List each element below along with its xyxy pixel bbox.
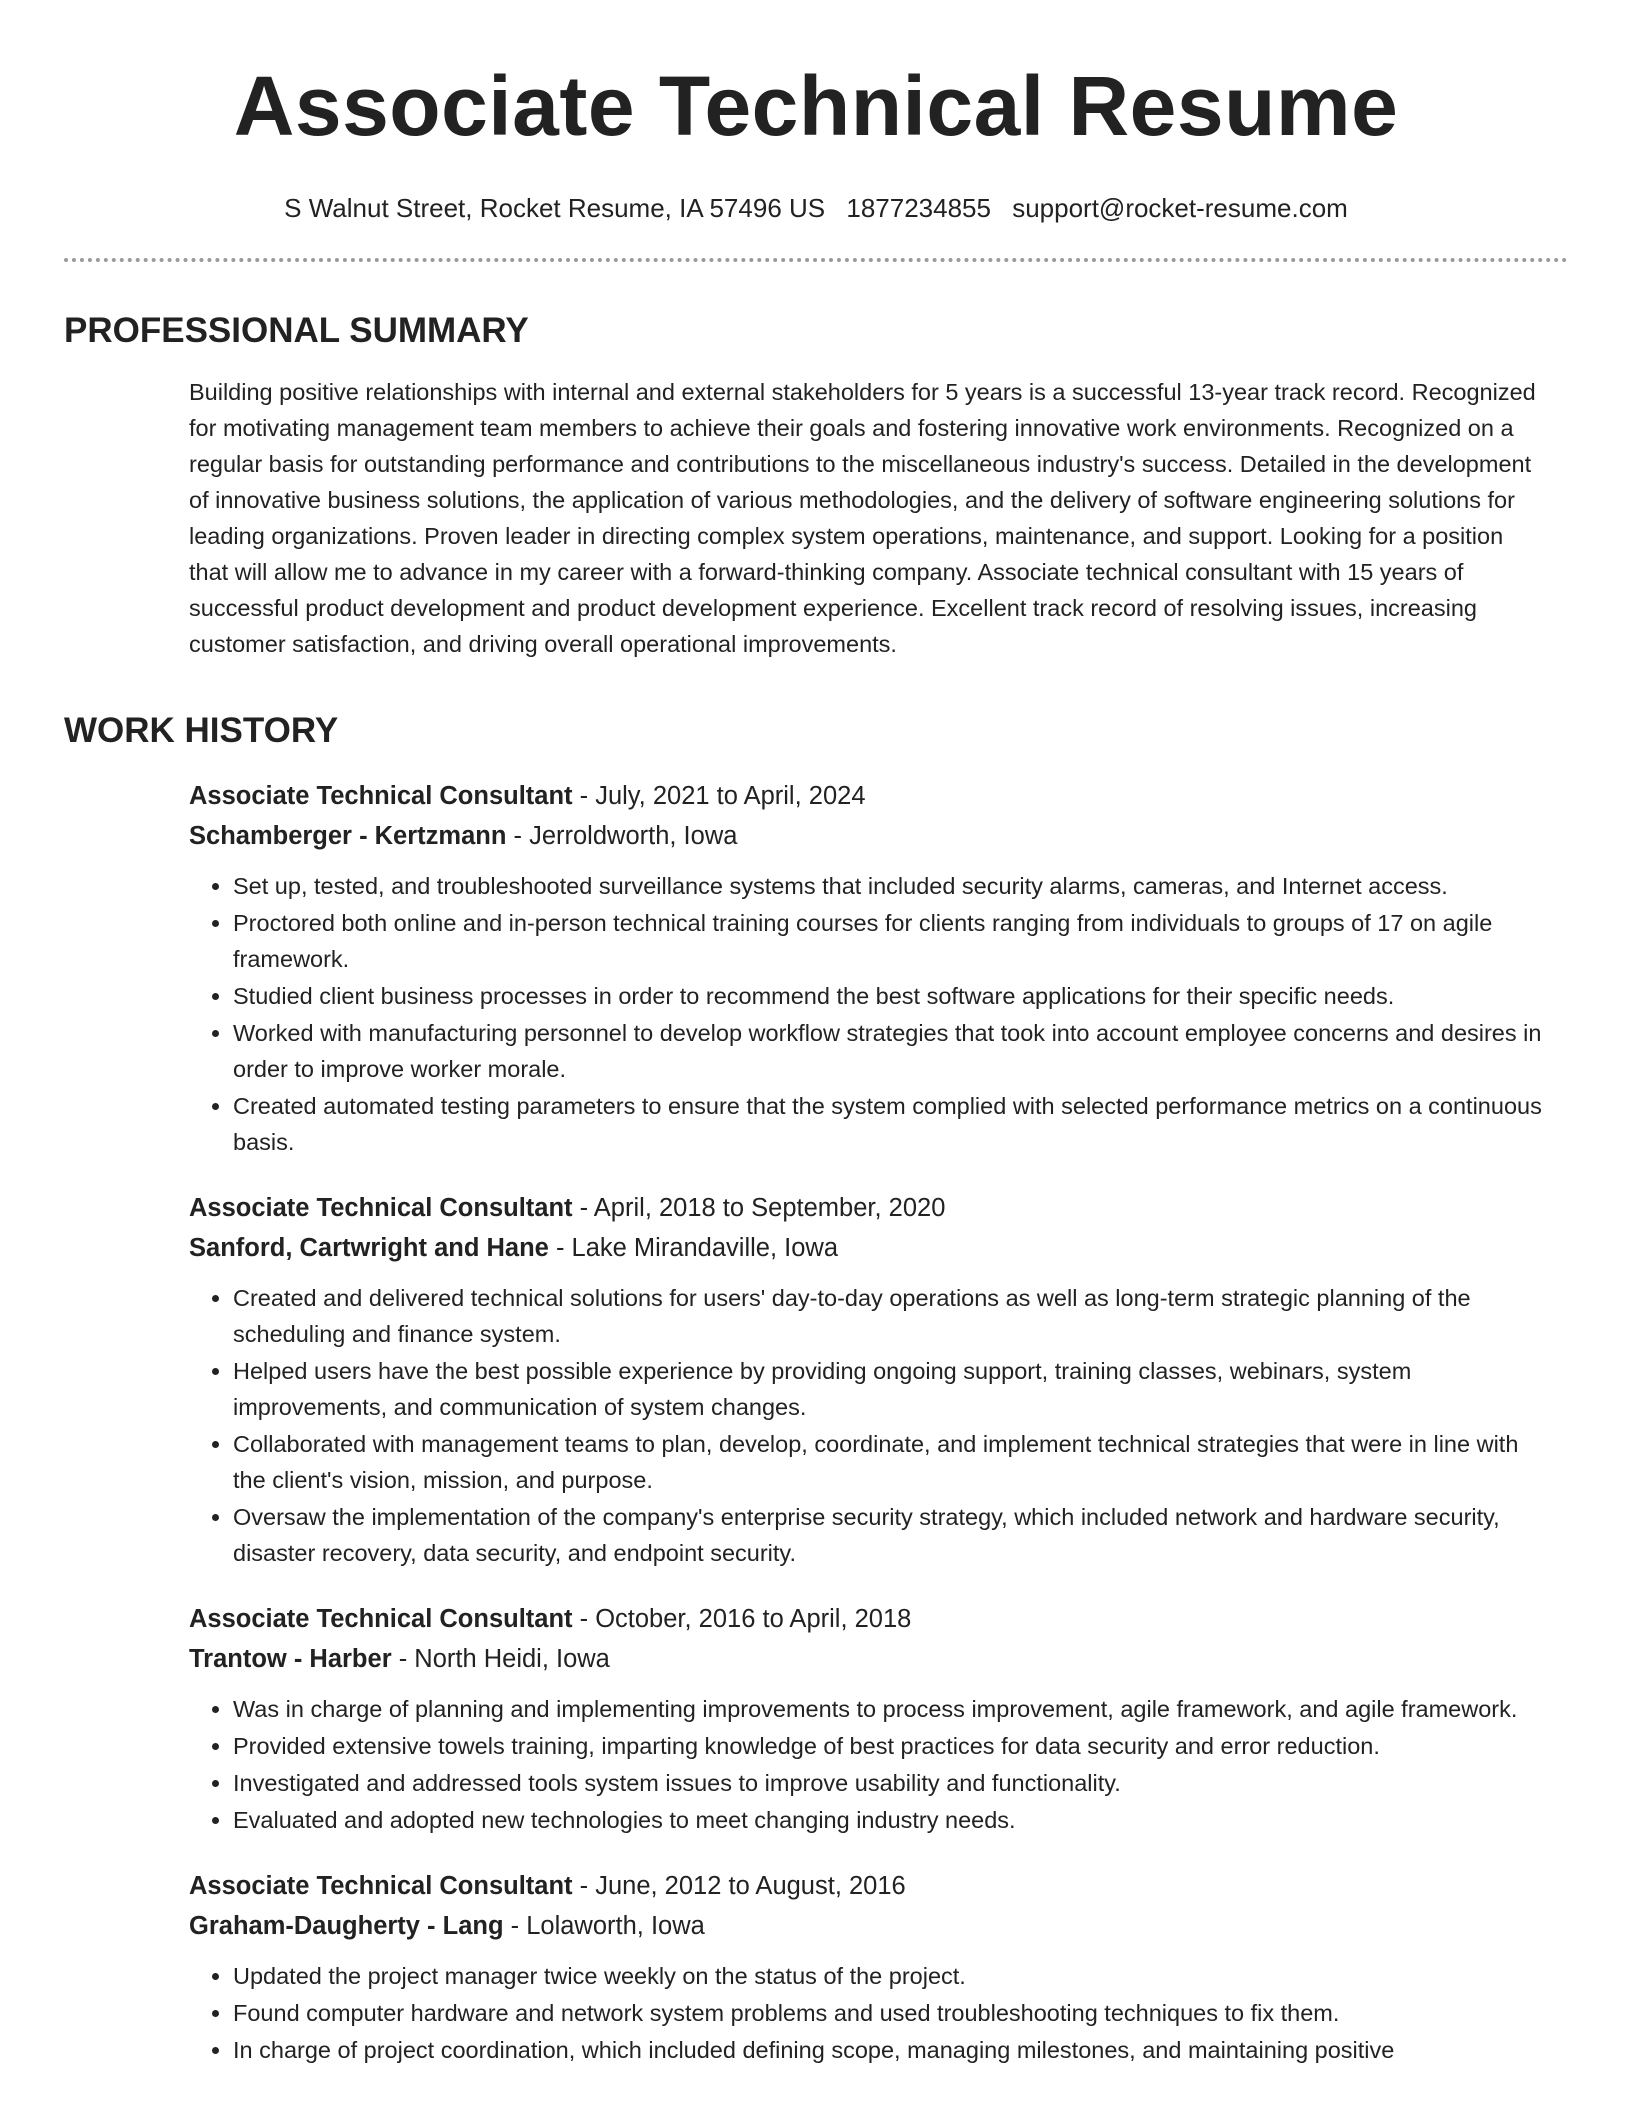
job-bullets: [189, 1280, 1548, 1571]
job-dates: - June, 2012 to August, 2016: [572, 1872, 906, 1900]
contact-line: [64, 192, 1568, 224]
job-bullet: • Set up, tested, and troubleshooted surveillance systems that included security alarms, cameras, and Internet access.: [233, 868, 1548, 904]
job-dates: - July, 2021 to April, 2024: [572, 782, 866, 810]
job-title: Associate Technical Consultant: [189, 1605, 573, 1633]
job-location: - Lake Mirandaville, Iowa: [548, 1234, 839, 1262]
job-company: Trantow - Harber: [189, 1645, 392, 1673]
job-location: - North Heidi, Iowa: [391, 1645, 610, 1673]
job-company: Schamberger - Kertzmann: [189, 822, 507, 850]
job-bullet: • Collaborated with management teams to plan, develop, coordinate, and implement technical strategies that were in line with the client's vision, mission, and purpose.: [233, 1426, 1548, 1498]
job-bullet: • Proctored both online and in-person technical training courses for clients ranging from individuals to groups of 17 on agile framework.: [233, 905, 1548, 977]
job-company: Sanford, Cartwright and Hane: [189, 1234, 549, 1262]
job-entry: [189, 1599, 1548, 1838]
contact-email: support@rocket-resume.com: [1012, 193, 1348, 223]
job-entry: [189, 776, 1548, 1160]
job-title-line: [189, 776, 1548, 816]
job-bullets: [189, 1958, 1548, 2068]
resume-title: Associate Technical Resume: [233, 59, 1399, 153]
job-bullet: • In charge of project coordination, which included defining scope, managing milestones, and maintaining positive: [233, 2032, 1548, 2068]
header-divider: [64, 258, 1568, 262]
job-bullet: • Created and delivered technical solutions for users' day-to-day operations as well as long-term strategic planning of the scheduling and finance system.: [233, 1280, 1548, 1352]
job-title: Associate Technical Consultant: [189, 1194, 573, 1222]
contact-phone: 1877234855: [846, 193, 991, 223]
work-history-heading: WORK HISTORY: [64, 711, 339, 750]
job-bullet: • Worked with manufacturing personnel to develop workflow strategies that took into account employee concerns and desires in order to improve worker morale.: [233, 1015, 1548, 1087]
job-bullet: • Studied client business processes in order to recommend the best software applications for their specific needs.: [233, 978, 1548, 1014]
job-bullet: • Investigated and addressed tools system issues to improve usability and functionality.: [233, 1765, 1548, 1801]
job-bullets: [189, 1691, 1548, 1838]
job-entry: [189, 1188, 1548, 1571]
work-history-list: [64, 776, 1568, 2068]
job-bullet: • Evaluated and adopted new technologies to meet changing industry needs.: [233, 1802, 1548, 1838]
job-dates: - April, 2018 to September, 2020: [572, 1194, 946, 1222]
job-title: Associate Technical Consultant: [189, 782, 573, 810]
job-title-line: [189, 1599, 1548, 1639]
job-bullets: [189, 868, 1548, 1160]
job-bullet: • Helped users have the best possible experience by providing ongoing support, training classes, webinars, system improvements, and communication of system changes.: [233, 1353, 1548, 1425]
job-location: - Lolaworth, Iowa: [503, 1912, 705, 1940]
job-company-line: [189, 816, 1548, 856]
job-location: - Jerroldworth, Iowa: [506, 822, 738, 850]
job-dates: - October, 2016 to April, 2018: [572, 1605, 912, 1633]
job-company-line: [189, 1228, 1548, 1268]
job-title: Associate Technical Consultant: [189, 1872, 573, 1900]
contact-address: S Walnut Street, Rocket Resume, IA 57496 US: [284, 193, 826, 223]
job-company-line: [189, 1639, 1548, 1679]
job-bullet: • Was in charge of planning and implementing improvements to process improvement, agile framework, and agile framework.: [233, 1691, 1548, 1727]
job-bullet: • Created automated testing parameters to ensure that the system complied with selected performance metrics on a continuous basis.: [233, 1088, 1548, 1160]
job-bullet: • Oversaw the implementation of the company's enterprise security strategy, which included network and hardware security, disaster recovery, data security, and endpoint security.: [233, 1499, 1548, 1571]
job-company-line: [189, 1906, 1548, 1946]
job-bullet: • Found computer hardware and network system problems and used troubleshooting techniques to fix them.: [233, 1995, 1548, 2031]
job-title-line: [189, 1188, 1548, 1228]
job-company: Graham-Daugherty - Lang: [189, 1912, 504, 1940]
job-bullet: • Updated the project manager twice weekly on the status of the project.: [233, 1958, 1548, 1994]
job-bullet: • Provided extensive towels training, imparting knowledge of best practices for data security and error reduction.: [233, 1728, 1548, 1764]
job-title-line: [189, 1866, 1548, 1906]
job-entry: [189, 1866, 1548, 2068]
summary-heading: PROFESSIONAL SUMMARY: [64, 311, 529, 350]
summary-text: Building positive relationships with internal and external stakeholders for 5 years is a successful 13-year track record. Recognized for motivating management team members to achieve their goals and fostering innovative work environments. Recognized on a regular basis for outstanding performance and contributions to the miscellaneous industry's success. Detailed in the development of innovative business solutions, the application of various methodologies, and the delivery of software engineering solutions for leading organizations. Proven leader in directing complex system operations, maintenance, and support. Looking for a position that will allow me to advance in my career with a forward-thinking company. Associate technical consultant with 15 years of successful product development and product development experience. Excellent track record of resolving issues, increasing customer satisfaction, and driving overall operational improvements.: [189, 379, 1536, 657]
